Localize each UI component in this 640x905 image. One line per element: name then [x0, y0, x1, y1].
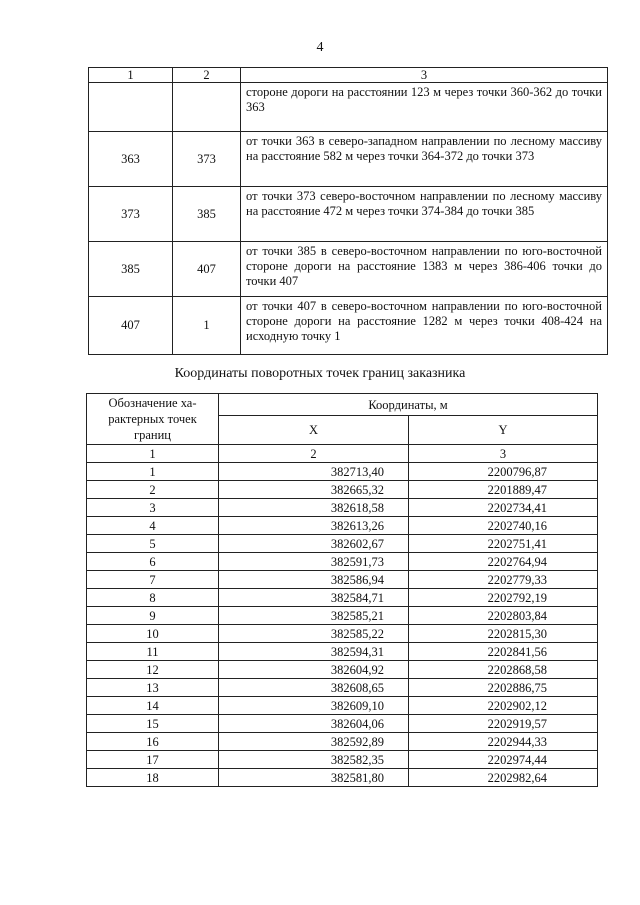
coord-x: 382618,58 — [219, 499, 409, 517]
coord-x: 382591,73 — [219, 553, 409, 571]
coord-x: 382609,10 — [219, 697, 409, 715]
route-description: стороне дороги на расстоянии 123 м через точки 360-362 до точки 363 — [241, 83, 608, 132]
route-row — [89, 297, 608, 355]
coord-y: 2202919,57 — [409, 715, 598, 733]
coord-y: 2202751,41 — [409, 535, 598, 553]
route-description: от точки 385 в северо-восточном направлении по юго-восточной стороне дороги на расстояние 1383 м через 386-406 точки до точки 407 — [241, 242, 608, 297]
coord-x: 382584,71 — [219, 589, 409, 607]
route-from-point — [89, 83, 173, 132]
coords-header-row — [87, 394, 598, 416]
route-description: от точки 407 в северо-восточном направлении по юго-восточной стороне дороги на расстояние 1282 м через точки 408-424 на исходную точку 1 — [241, 297, 608, 355]
coords-row — [87, 517, 598, 535]
coords-row — [87, 715, 598, 733]
numbering-col-1: 1 — [87, 445, 219, 463]
coord-x: 382586,94 — [219, 571, 409, 589]
coord-x: 382581,80 — [219, 769, 409, 787]
coord-y: 2202841,56 — [409, 643, 598, 661]
coords-row — [87, 625, 598, 643]
coord-x: 382594,31 — [219, 643, 409, 661]
route-from-point: 373 — [89, 187, 173, 242]
route-header-col-2: 2 — [173, 68, 241, 83]
route-header-col-3: 3 — [241, 68, 608, 83]
coord-x: 382713,40 — [219, 463, 409, 481]
point-number: 8 — [87, 589, 219, 607]
coordinates-table — [86, 393, 598, 787]
coord-x: 382602,67 — [219, 535, 409, 553]
route-description-table — [88, 67, 608, 355]
coord-y: 2202886,75 — [409, 679, 598, 697]
coords-row — [87, 499, 598, 517]
coords-row — [87, 769, 598, 787]
coords-numbering-row — [87, 445, 598, 463]
coords-table-body — [87, 394, 598, 787]
coord-y: 2202868,58 — [409, 661, 598, 679]
route-to-point: 407 — [173, 242, 241, 297]
coord-x: 382585,22 — [219, 625, 409, 643]
col-coords-header: Координаты, м — [219, 394, 598, 416]
route-header-col-1: 1 — [89, 68, 173, 83]
coords-row — [87, 751, 598, 769]
route-to-point: 1 — [173, 297, 241, 355]
coord-x: 382582,35 — [219, 751, 409, 769]
coord-y: 2202944,33 — [409, 733, 598, 751]
numbering-col-2: 2 — [219, 445, 409, 463]
coord-y: 2200796,87 — [409, 463, 598, 481]
point-number: 12 — [87, 661, 219, 679]
coords-row — [87, 679, 598, 697]
point-number: 2 — [87, 481, 219, 499]
coords-row — [87, 607, 598, 625]
coords-row — [87, 463, 598, 481]
point-number: 18 — [87, 769, 219, 787]
point-number: 7 — [87, 571, 219, 589]
coord-x: 382613,26 — [219, 517, 409, 535]
point-number: 14 — [87, 697, 219, 715]
point-number: 16 — [87, 733, 219, 751]
coords-row — [87, 589, 598, 607]
point-number: 11 — [87, 643, 219, 661]
route-to-point — [173, 83, 241, 132]
point-number: 17 — [87, 751, 219, 769]
coords-row — [87, 697, 598, 715]
col-point-header: Обозначение ха-рактерных точек границ — [87, 394, 219, 445]
point-number: 9 — [87, 607, 219, 625]
coord-y: 2202902,12 — [409, 697, 598, 715]
point-number: 4 — [87, 517, 219, 535]
coord-x: 382665,32 — [219, 481, 409, 499]
coord-y: 2202815,30 — [409, 625, 598, 643]
coord-y: 2202734,41 — [409, 499, 598, 517]
coord-y: 2201889,47 — [409, 481, 598, 499]
coord-x: 382608,65 — [219, 679, 409, 697]
page-number: 4 — [316, 40, 324, 55]
coords-row — [87, 643, 598, 661]
point-number: 5 — [87, 535, 219, 553]
route-description: от точки 363 в северо-западном направлении по лесному массиву на расстояние 582 м через точки 364-372 до точки 373 — [241, 132, 608, 187]
route-from-point: 385 — [89, 242, 173, 297]
coord-y: 2202764,94 — [409, 553, 598, 571]
route-row — [89, 242, 608, 297]
point-number: 1 — [87, 463, 219, 481]
coord-x: 382604,92 — [219, 661, 409, 679]
point-number: 15 — [87, 715, 219, 733]
coord-y: 2202803,84 — [409, 607, 598, 625]
point-number: 13 — [87, 679, 219, 697]
coords-row — [87, 481, 598, 499]
route-table-body — [89, 68, 608, 355]
coords-row — [87, 571, 598, 589]
point-number: 6 — [87, 553, 219, 571]
route-row — [89, 83, 608, 132]
coord-y: 2202974,44 — [409, 751, 598, 769]
route-from-point: 363 — [89, 132, 173, 187]
coords-row — [87, 733, 598, 751]
coords-section-title: Координаты поворотных точек границ заказника — [174, 366, 466, 381]
coord-y: 2202779,33 — [409, 571, 598, 589]
col-y-header: Y — [409, 416, 598, 445]
route-row — [89, 187, 608, 242]
coord-x: 382604,06 — [219, 715, 409, 733]
coord-y: 2202792,19 — [409, 589, 598, 607]
route-description: от точки 373 северо-восточном направлении по лесному массиву на расстояние 472 м через точки 374-384 до точки 385 — [241, 187, 608, 242]
route-table-header-row — [89, 68, 608, 83]
route-from-point: 407 — [89, 297, 173, 355]
coords-row — [87, 661, 598, 679]
point-number: 10 — [87, 625, 219, 643]
route-to-point: 373 — [173, 132, 241, 187]
coord-y: 2202740,16 — [409, 517, 598, 535]
coord-x: 382585,21 — [219, 607, 409, 625]
point-number: 3 — [87, 499, 219, 517]
coord-x: 382592,89 — [219, 733, 409, 751]
route-row — [89, 132, 608, 187]
coord-y: 2202982,64 — [409, 769, 598, 787]
numbering-col-3: 3 — [409, 445, 598, 463]
col-x-header: X — [219, 416, 409, 445]
route-to-point: 385 — [173, 187, 241, 242]
coords-row — [87, 535, 598, 553]
coords-row — [87, 553, 598, 571]
